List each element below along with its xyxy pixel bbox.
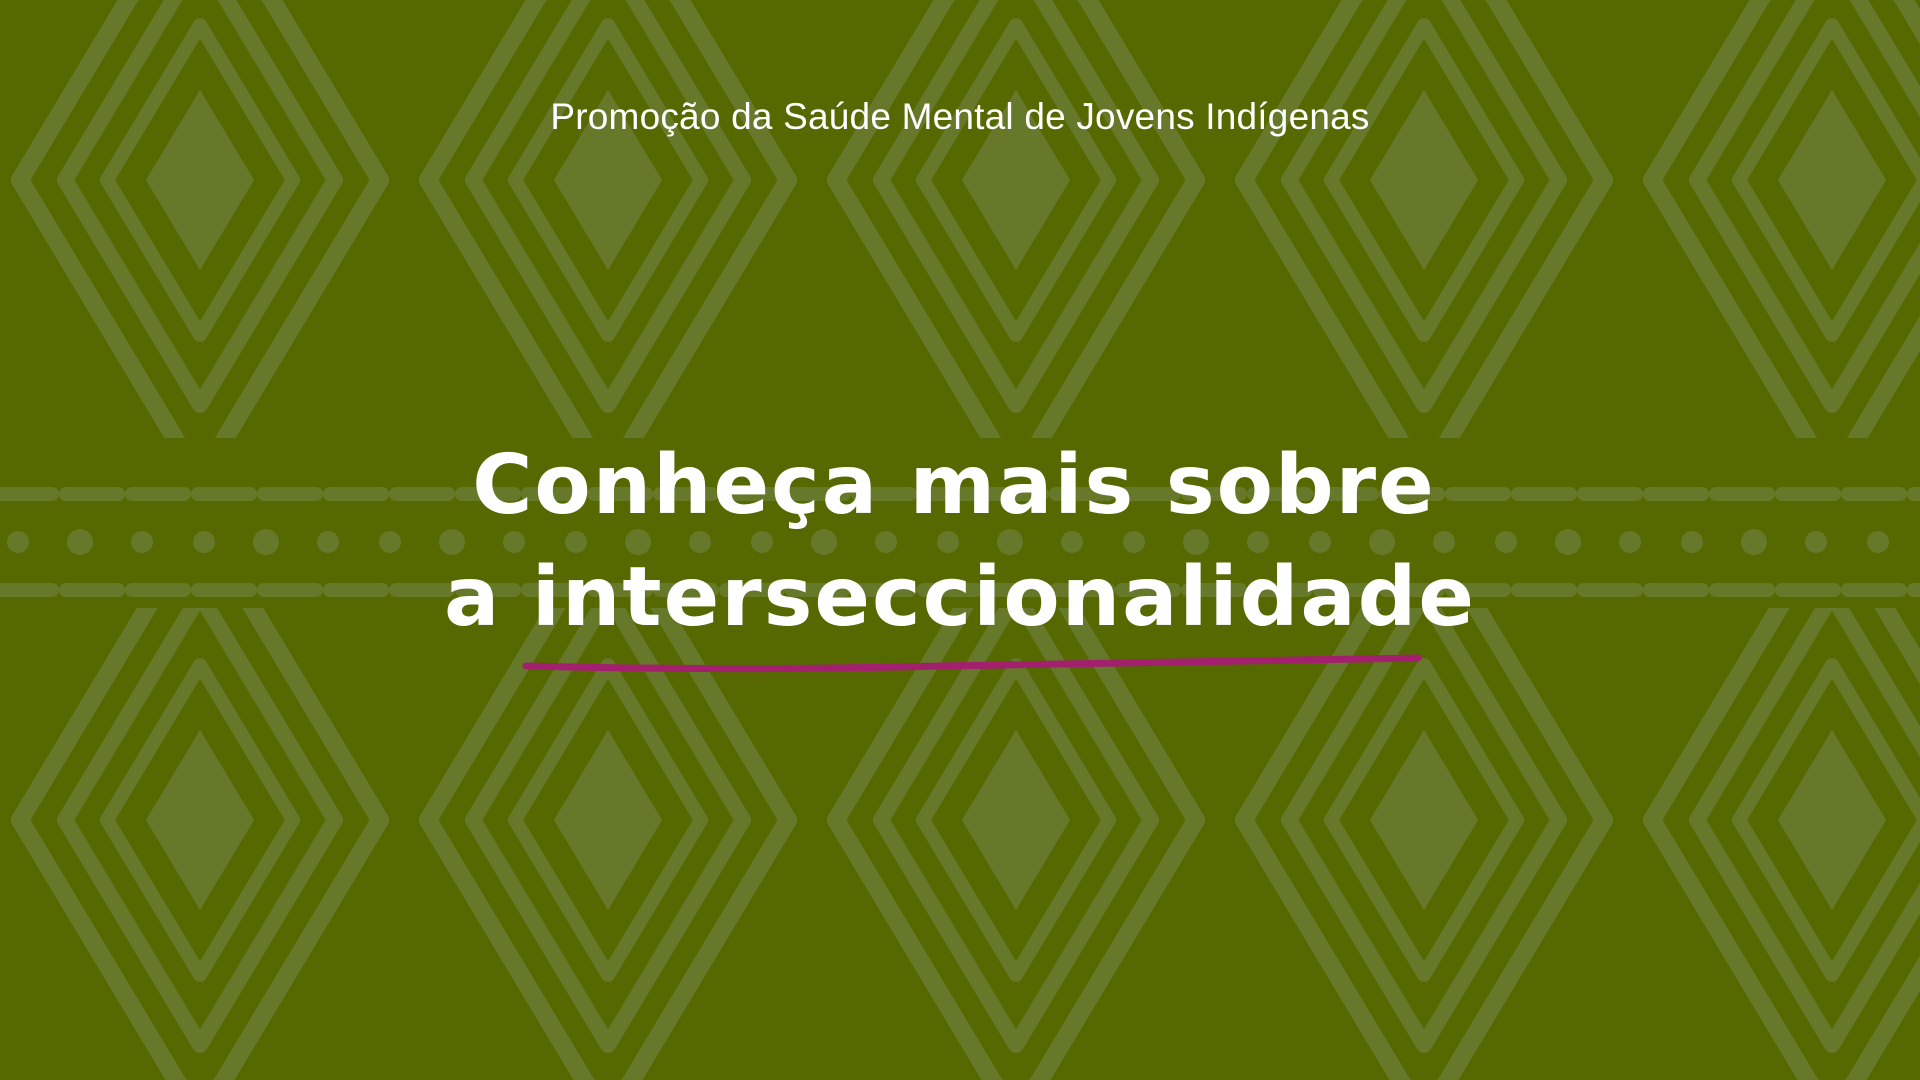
headline bbox=[0, 430, 1920, 654]
headline-line-1: Conheça mais sobre bbox=[472, 438, 1436, 533]
headline-emphasis-wrap bbox=[532, 542, 1476, 654]
headline-line-2 bbox=[0, 542, 1920, 654]
slide-subtitle: Promoção da Saúde Mental de Jovens Indígenas bbox=[550, 96, 1370, 137]
headline-emphasis: interseccionalidade bbox=[531, 550, 1476, 645]
brush-underline-icon bbox=[522, 652, 1422, 674]
headline-prefix: a bbox=[444, 550, 532, 645]
